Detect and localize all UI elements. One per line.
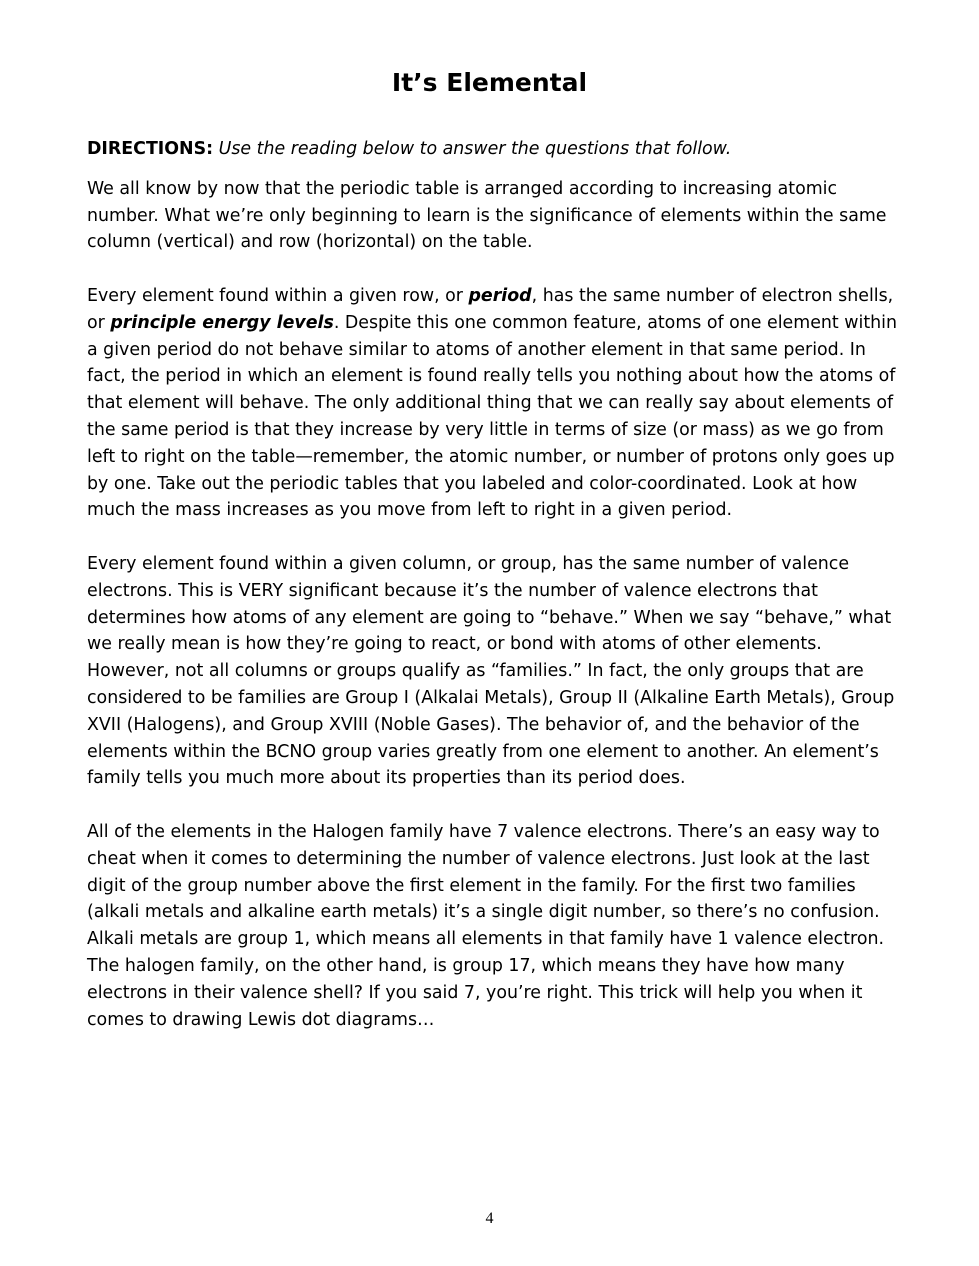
directions <box>87 136 899 163</box>
paragraph-periods <box>87 283 899 524</box>
page-title: It’s Elemental <box>391 68 588 97</box>
paragraph-arrangement: We all know by now that the periodic table is arranged according to increasing atomic number. What we’re only beginning to learn is the significance of elements within the same column (vertical) and row (horizontal) on the table. <box>87 178 887 253</box>
document-body <box>87 136 899 1060</box>
paragraph-periods-part3: . Despite this one common feature, atoms of one element within a given period do not behave similar to atoms of another element in that same period. In fact, the period in which an element is found really tells you nothing about how the atoms of that element will behave. The only additional thing that we can really say about elements of the same period is that they increase by very little in terms of size (or mass) as we go from left to right on the table—remember, the atomic number, or number of protons only goes up by one. Take out the periodic tables that you labeled and color-coordinated. Look at how much the mass increases as you move from left to right in a given period. <box>87 312 898 521</box>
term-period: period <box>468 285 532 306</box>
paragraph-periods-part1: Every element found within a given row, or <box>87 285 469 306</box>
directions-label: DIRECTIONS: <box>87 139 214 159</box>
term-principle-energy-levels: principle energy levels <box>110 312 334 333</box>
paragraph-groups: Every element found within a given column, or group, has the same number of valence electrons. This is VERY significant because it’s the number of valence electrons that determines how atoms of any element are going to “behave.” When we say “behave,” what we really mean is how they’re going to react, or bond with atoms of other elements. However, not all columns or groups qualify as “families.” In fact, the only groups that are considered to be families are Group I (Alkalai Metals), Group II (Alkaline Earth Metals), Group XVII (Halogens), and Group XVIII (Noble Gases). The behavior of, and the behavior of the elements within the BCNO group varies greatly from one element to another. An element’s family tells you much more about its properties than its period does. <box>87 553 895 789</box>
paragraph-periods-part2: , has the same number of electron shells, or <box>87 285 894 333</box>
page-number: 4 <box>485 1210 494 1227</box>
directions-text: Use the reading below to answer the questions that follow. <box>218 139 732 159</box>
paragraph-halogens: All of the elements in the Halogen family have 7 valence electrons. There’s an easy way to cheat when it comes to determining the number of valence electrons. Just look at the last digit of the group number above the first element in the family. For the first two families (alkali metals and alkaline earth metals) it’s a single digit number, so there’s no confusion. Alkali metals are group 1, which means all elements in that family have 1 valence electron. The halogen family, on the other hand, is group 17, which means they have how many electrons in their valence shell? If you said 7, you’re right. This trick will help you when it comes to drawing Lewis dot diagrams… <box>87 821 885 1030</box>
